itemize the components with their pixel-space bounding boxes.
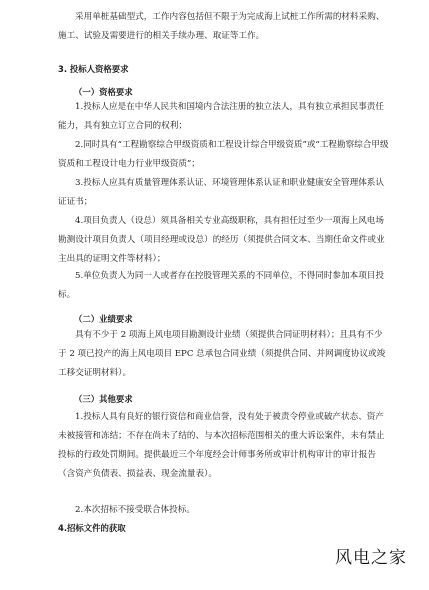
other-heading: （三）其他要求 (74, 394, 133, 404)
qualification-item-1: 1.投标人应是在中华人民共和国境内合法注册的独立法人，具有独立承担民事责任能力，具有独立订立合同的权利； (58, 102, 384, 131)
section-3-heading: 3. 投标人资格要求 (58, 64, 129, 74)
watermark-text: 风电之家 (335, 548, 407, 568)
intro-paragraph: 采用单桩基础型式，工作内容包括但不限于为完成海上试桩工作所需的材料采购、施工、试验及需要进行的相关手续办理、取证等工作。 (58, 12, 385, 41)
qualification-item-2: 2.同时具有“工程勘察综合甲级资质和工程设计综合甲级资质”或“工程勘察综合甲级资质和工程设计电力行业甲级资质”； (58, 140, 389, 169)
section-4-heading: 4.招标文件的获取 (58, 523, 126, 533)
performance-text: 具有不少于 2 项海上风电项目勘测设计业绩（须提供合同证明材料）；且具有不少于 2 项已投产的海上风电项目 EPC 总承包合同业绩（须提供合同、并网调度协议或竣工移交证明材料）。 (58, 330, 386, 378)
qualification-heading: （一）资格要求 (74, 87, 133, 97)
other-item-2: 2.本次招标不接受联合体投标。 (75, 505, 195, 515)
qualification-item-4: 4.项目负责人（设总）须具备相关专业高级职称，具有担任过至少一项海上风电场勘测设计项目负责人（项目经理或设总）的经历（须提供合同文本、当期任命文件或业主出具的证明文件等材料）； (58, 216, 385, 264)
qualification-item-5: 5.单位负责人为同一人或者存在控股管理关系的不同单位，不得同时参加本项目投标。 (58, 271, 384, 300)
performance-heading: （二）业绩要求 (74, 314, 133, 324)
other-item-1: 1.投标人具有良好的银行资信和商业信誉，没有处于被责令停业或破产状态、资产未被接管和冻结；不存在尚未了结的、与本次招标范围相关的重大诉讼案件，未有禁止投标的行政处罚期间。提供最近三个年度经会计师事务所或审计机构审计的审计报告（含资产负债表、损益表、现金流量表）。 (58, 412, 385, 479)
qualification-item-3: 3.投标人应具有质量管理体系认证、环境管理体系认证和职业健康安全管理体系认证证书； (58, 178, 384, 207)
